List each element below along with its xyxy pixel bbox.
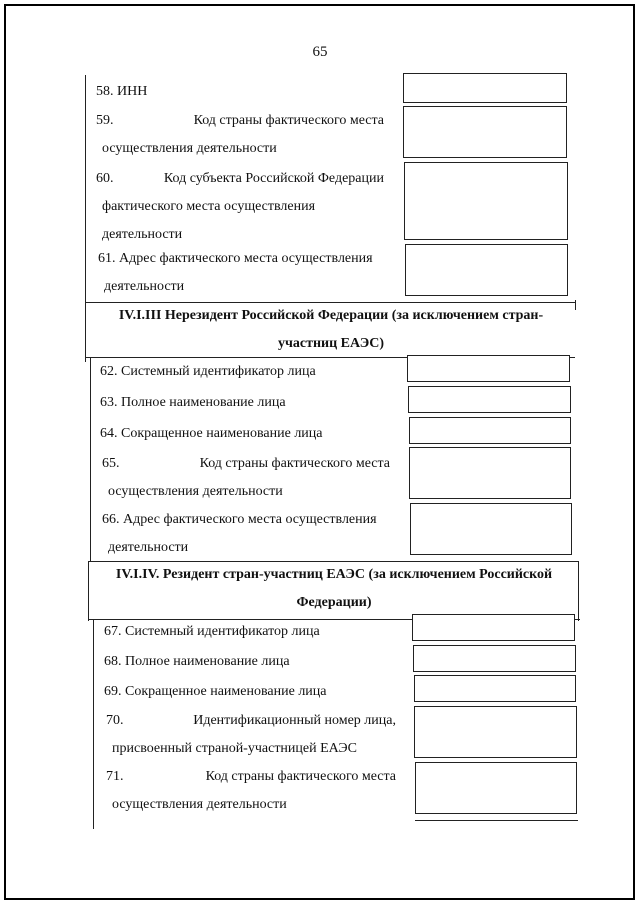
address-field[interactable]	[410, 503, 572, 555]
section-heading: IV.I.III Нерезидент Российской Федерации (за исключением стран- участниц ЕАЭС)	[118, 308, 544, 351]
list-item: 68. Полное наименование лица	[104, 654, 290, 669]
table-left-border	[85, 302, 86, 362]
list-item: 62. Системный идентификатор лица	[100, 364, 316, 379]
list-item: 69. Сокращенное наименование лица	[104, 684, 327, 699]
table-right-border	[578, 561, 579, 621]
full-name-field[interactable]	[413, 645, 576, 672]
list-item: 58. ИНН	[96, 84, 148, 99]
short-name-field[interactable]	[414, 675, 576, 702]
list-item: 66. Адрес фактического места осуществления деятельности	[102, 512, 377, 555]
full-name-field[interactable]	[408, 386, 571, 413]
system-id-field[interactable]	[407, 355, 570, 382]
table-right-border	[575, 300, 576, 310]
list-item: 61. Адрес фактического места осуществления деятельности	[98, 251, 373, 294]
list-item: 59. Код страны фактического места осуществления деятельности	[96, 113, 384, 156]
section-heading: IV.I.IV. Резидент стран-участниц ЕАЭС (за исключением Российской Федерации)	[115, 567, 553, 610]
country-code-field[interactable]	[415, 762, 577, 814]
region-code-field[interactable]	[404, 162, 568, 240]
system-id-field[interactable]	[412, 614, 575, 641]
table-left-border	[90, 357, 91, 562]
table-left-border	[88, 561, 89, 621]
address-field[interactable]	[405, 244, 568, 296]
list-item: 64. Сокращенное наименование лица	[100, 426, 323, 441]
identification-number-field[interactable]	[414, 706, 577, 758]
country-code-field[interactable]	[409, 447, 571, 499]
short-name-field[interactable]	[409, 417, 571, 444]
list-item: 70. Идентификационный номер лица, присвоенный страной-участницей ЕАЭС	[106, 713, 396, 756]
list-item: 65. Код страны фактического места осуществления деятельности	[102, 456, 390, 499]
list-item: 63. Полное наименование лица	[100, 395, 286, 410]
table-left-border	[85, 75, 86, 305]
divider	[415, 820, 578, 821]
list-item: 67. Системный идентификатор лица	[104, 624, 320, 639]
list-item: 60. Код субъекта Российской Федерации фактического места осуществления деятельности	[96, 171, 384, 242]
country-code-field[interactable]	[403, 106, 567, 158]
inn-field[interactable]	[403, 73, 567, 103]
table-left-border	[93, 619, 94, 829]
list-item: 71. Код страны фактического места осуществления деятельности	[106, 769, 396, 812]
page-number: 65	[312, 44, 328, 60]
